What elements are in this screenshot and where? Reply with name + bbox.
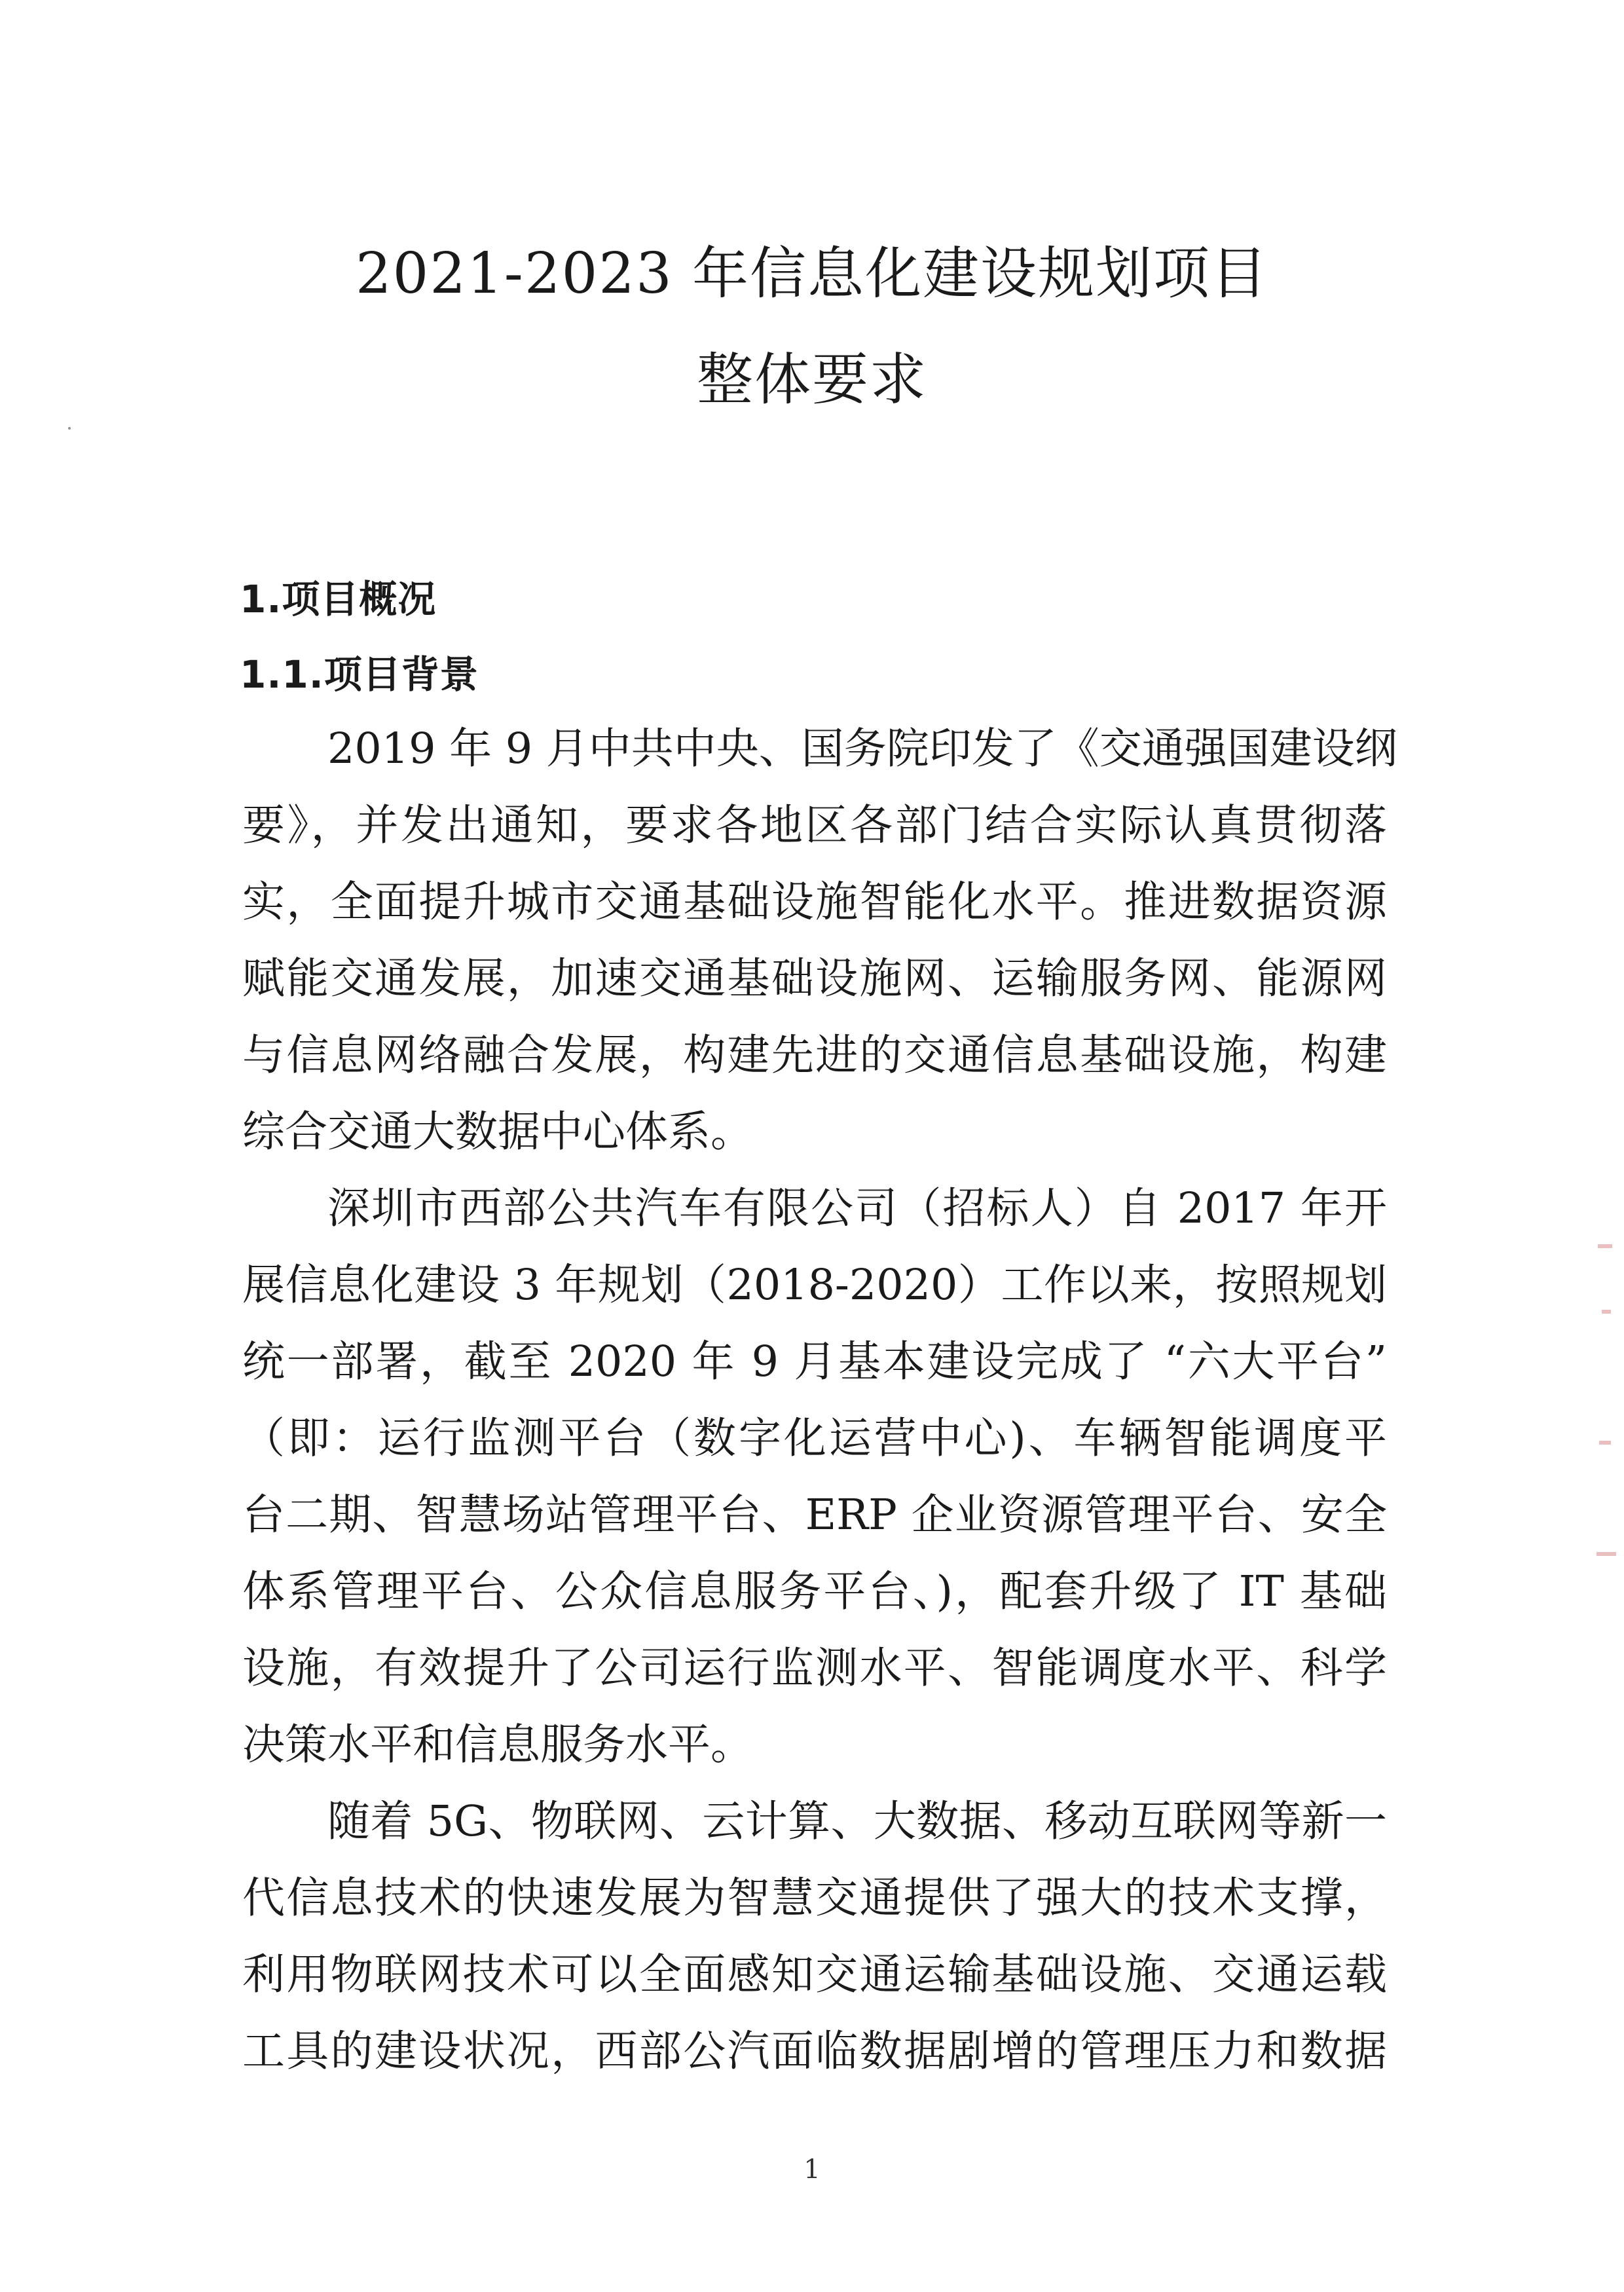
paragraph-line: 要》，并发出通知，要求各地区各部门结合实际认真贯彻落 (242, 801, 1387, 850)
paragraph-line: 展信息化建设 3 年规划（2018-2020）工作以来，按照规划 (242, 1261, 1387, 1310)
paragraph-line: 与信息网络融合发展，构建先进的交通信息基础设施，构建 (242, 1031, 1387, 1080)
section-heading: 1.项目概况 (240, 577, 437, 621)
document-title-line-1: 2021-2023 年信息化建设规划项目 (355, 241, 1269, 306)
paragraph-line: 综合交通大数据中心体系。 (242, 1107, 754, 1156)
paragraph-line: 体系管理平台、公众信息服务平台、)，配套升级了 IT 基础 (242, 1567, 1387, 1616)
paragraph-line: 深圳市西部公共汽车有限公司（招标人）自 2017 年开 (327, 1184, 1387, 1233)
scan-speck (68, 427, 71, 430)
paragraph-line: 台二期、智慧场站管理平台、ERP 企业资源管理平台、安全 (242, 1490, 1387, 1540)
paragraph-line: 赋能交通发展，加速交通基础设施网、运输服务网、能源网 (242, 954, 1387, 1003)
paragraph-line: 统一部署，截至 2020 年 9 月基本建设完成了 “六大平台” (242, 1337, 1387, 1386)
paragraph-line: 代信息技术的快速发展为智慧交通提供了强大的技术支撑， (242, 1874, 1387, 1923)
paragraph-line: 设施，有效提升了公司运行监测水平、智能调度水平、科学 (242, 1644, 1387, 1693)
paragraph-line: 随着 5G、物联网、云计算、大数据、移动互联网等新一 (327, 1797, 1387, 1846)
page-number: 1 (803, 2154, 821, 2185)
paragraph-line: （即：运行监测平台（数字化运营中心)、车辆智能调度平 (242, 1414, 1387, 1463)
paragraph-line: 决策水平和信息服务水平。 (242, 1720, 754, 1769)
subsection-heading: 1.1.项目背景 (240, 652, 479, 697)
paragraph-line: 2019 年 9 月中共中央、国务院印发了《交通强国建设纲 (327, 724, 1397, 773)
paragraph-line: 实，全面提升城市交通基础设施智能化水平。推进数据资源 (242, 878, 1387, 927)
scan-mark (1596, 1552, 1616, 1556)
paragraph-line: 工具的建设状况，西部公汽面临数据剧增的管理压力和数据 (242, 2027, 1387, 2076)
document-title-line-2: 整体要求 (697, 347, 927, 413)
scan-mark (1598, 1244, 1612, 1248)
scan-mark (1599, 1441, 1611, 1445)
paragraph-line: 利用物联网技术可以全面感知交通运输基础设施、交通运载 (242, 1950, 1387, 1999)
scan-mark (1602, 1310, 1611, 1314)
